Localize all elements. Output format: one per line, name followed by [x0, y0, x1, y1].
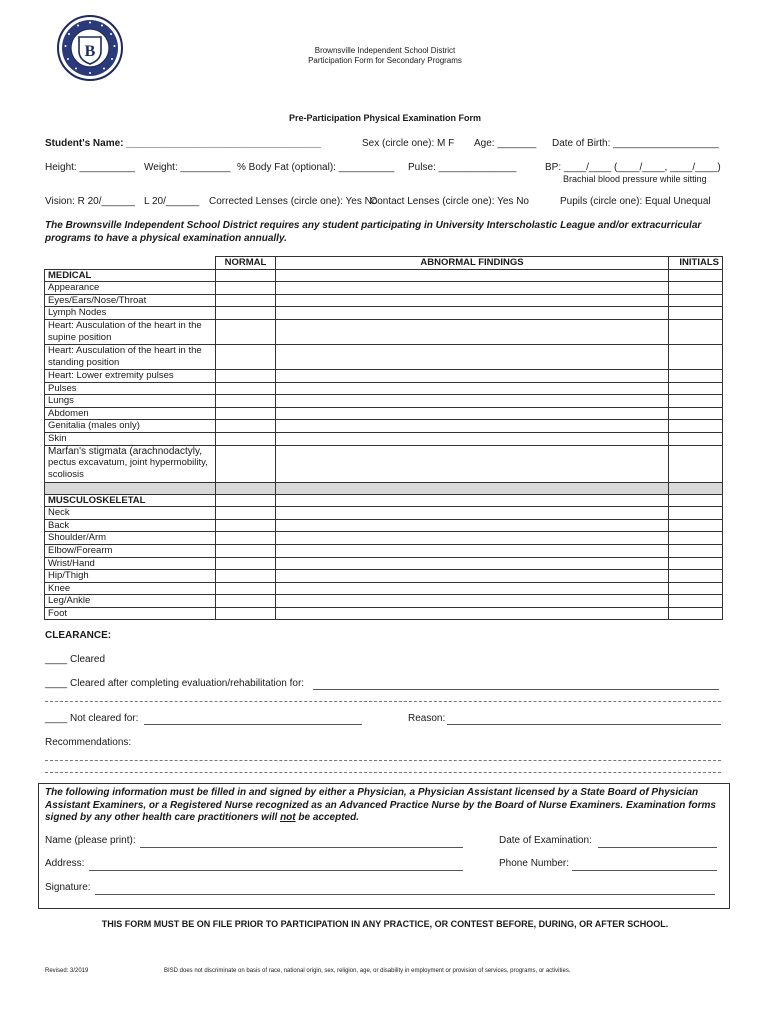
findings-cell[interactable]: [276, 445, 669, 482]
table-row: [45, 294, 723, 307]
examiner-signature-box: [38, 783, 730, 909]
exam-item-label: Foot: [45, 607, 216, 620]
section-row-musculoskeletal: [45, 494, 723, 507]
findings-cell[interactable]: [276, 382, 669, 395]
findings-cell[interactable]: [276, 595, 669, 608]
exam-item-label: Heart: Ausculation of the heart in the standing position: [45, 344, 216, 369]
recommendations-line-1[interactable]: [45, 760, 721, 761]
findings-cell[interactable]: [276, 607, 669, 620]
dob-field[interactable]: Date of Birth: ___________________: [552, 138, 719, 149]
marfan-title: Marfan's stigmata (arachnodactyly,: [48, 445, 203, 457]
normal-cell[interactable]: [216, 544, 276, 557]
pulse-field[interactable]: Pulse: ______________: [408, 162, 517, 173]
recommendations-label: Recommendations:: [45, 737, 132, 748]
exam-item-label: Back: [45, 519, 216, 532]
initials-cell[interactable]: [669, 432, 723, 445]
initials-cell[interactable]: [669, 369, 723, 382]
divider-cell: [669, 482, 723, 494]
findings-cell[interactable]: [276, 544, 669, 557]
initials-cell[interactable]: [669, 595, 723, 608]
nondiscrimination-statement: BISD does not discriminate on basis of race, national origin, sex, religion, age, or disability in employment or provision of services, programs, or activities.: [164, 968, 571, 974]
findings-cell[interactable]: [276, 582, 669, 595]
initials-cell[interactable]: [669, 282, 723, 295]
table-row: [45, 420, 723, 433]
reason-line[interactable]: [447, 724, 721, 725]
initials-cell[interactable]: [669, 532, 723, 545]
table-row: [45, 395, 723, 408]
exam-item-label: Lymph Nodes: [45, 307, 216, 320]
table-row: [45, 519, 723, 532]
exam-item-label: Leg/Ankle: [45, 595, 216, 608]
findings-cell[interactable]: [276, 407, 669, 420]
svg-text:B: B: [84, 43, 96, 60]
exam-item-label: Wrist/Hand: [45, 557, 216, 570]
normal-cell[interactable]: [216, 519, 276, 532]
header-abnormal-findings: ABNORMAL FINDINGS: [276, 257, 669, 270]
initials-cell[interactable]: [669, 269, 723, 282]
findings-cell[interactable]: [276, 519, 669, 532]
findings-cell[interactable]: [276, 282, 669, 295]
findings-cell[interactable]: [276, 307, 669, 320]
normal-cell[interactable]: [216, 395, 276, 408]
examiner-notice: [45, 787, 725, 825]
table-row: [45, 570, 723, 583]
findings-cell[interactable]: [276, 344, 669, 369]
table-row: [45, 582, 723, 595]
findings-cell[interactable]: [276, 532, 669, 545]
signature-line[interactable]: [95, 894, 715, 895]
pupils-field[interactable]: Pupils (circle one): Equal Unequal: [560, 196, 711, 207]
form-subtitle: Participation Form for Secondary Programs: [308, 56, 462, 65]
normal-cell[interactable]: [216, 369, 276, 382]
table-row: [45, 344, 723, 369]
section-title-musculoskeletal: MUSCULOSKELETAL: [45, 494, 216, 507]
findings-cell[interactable]: [276, 432, 669, 445]
findings-cell[interactable]: [276, 494, 669, 507]
findings-cell[interactable]: [276, 420, 669, 433]
initials-cell[interactable]: [669, 494, 723, 507]
revised-date: Revised: 3/2019: [45, 968, 89, 974]
table-row: [45, 532, 723, 545]
normal-cell[interactable]: [216, 582, 276, 595]
table-row: [45, 445, 723, 482]
initials-cell[interactable]: [669, 570, 723, 583]
contact-lenses-field[interactable]: Contact Lenses (circle one): Yes No: [370, 196, 529, 207]
cleared-option[interactable]: ____ Cleared: [45, 654, 106, 665]
section-row-medical: [45, 269, 723, 282]
findings-cell[interactable]: [276, 319, 669, 344]
table-row: [45, 595, 723, 608]
vision-right-field[interactable]: Vision: R 20/______: [45, 196, 135, 207]
signature-label: Signature:: [45, 882, 91, 893]
table-row: [45, 607, 723, 620]
height-field[interactable]: Height: __________: [45, 162, 136, 173]
initials-cell[interactable]: [669, 407, 723, 420]
findings-cell[interactable]: [276, 269, 669, 282]
address-label: Address:: [45, 858, 85, 869]
findings-cell[interactable]: [276, 570, 669, 583]
initials-cell[interactable]: [669, 307, 723, 320]
table-row: [45, 382, 723, 395]
normal-cell[interactable]: [216, 269, 276, 282]
initials-cell[interactable]: [669, 344, 723, 369]
findings-cell[interactable]: [276, 369, 669, 382]
normal-cell[interactable]: [216, 294, 276, 307]
requirement-notice: The Brownsville Independent School District requires any student participating in University Interscholastic League and/or extracurricular programs to have a physical examination annually.: [45, 220, 702, 244]
normal-cell[interactable]: [216, 595, 276, 608]
normal-cell[interactable]: [216, 557, 276, 570]
form-title: Pre-Participation Physical Examination Form: [288, 113, 482, 123]
table-row: [45, 557, 723, 570]
exam-item-label: [45, 445, 216, 482]
exam-item-label: Skin: [45, 432, 216, 445]
normal-cell[interactable]: [216, 607, 276, 620]
header-initials: INITIALS: [669, 257, 723, 270]
findings-cell[interactable]: [276, 294, 669, 307]
table-row: [45, 282, 723, 295]
examiner-name-label: Name (please print):: [45, 835, 136, 846]
initials-cell[interactable]: [669, 582, 723, 595]
normal-cell[interactable]: [216, 307, 276, 320]
not-cleared-option[interactable]: ____ Not cleared for:: [45, 713, 139, 724]
exam-item-label: Eyes/Ears/Nose/Throat: [45, 294, 216, 307]
initials-cell[interactable]: [669, 507, 723, 520]
initials-cell[interactable]: [669, 319, 723, 344]
exam-item-label: Knee: [45, 582, 216, 595]
table-header-row: [45, 257, 723, 270]
normal-cell[interactable]: [216, 532, 276, 545]
findings-cell[interactable]: [276, 395, 669, 408]
table-row: [45, 307, 723, 320]
exam-item-label: Neck: [45, 507, 216, 520]
normal-cell[interactable]: [216, 445, 276, 482]
divider-cell: [45, 482, 216, 494]
address-line[interactable]: [89, 870, 463, 871]
header-normal: NORMAL: [216, 257, 276, 270]
age-field[interactable]: Age: _______: [474, 138, 537, 149]
initials-cell[interactable]: [669, 382, 723, 395]
divider-cell: [216, 482, 276, 494]
recommendations-line-2[interactable]: [45, 772, 721, 773]
normal-cell[interactable]: [216, 494, 276, 507]
divider-cell: [276, 482, 669, 494]
cleared-after-option[interactable]: ____ Cleared after completing evaluation/rehabilitation for:: [45, 678, 305, 689]
table-row: [45, 432, 723, 445]
cleared-after-line[interactable]: [313, 689, 719, 690]
table-row: [45, 319, 723, 344]
notice-text-1: The following information must be filled in and signed by either a Physician, a Physician Assistant licensed by a State Board of Physician Assistant Examiners, or a Registered Nurse recognized as an Advanced Practice Nurse by the Board of Nurse Examiners. Examination forms signed by any other health care practitioners will: [45, 787, 716, 824]
normal-cell[interactable]: [216, 420, 276, 433]
exam-item-label: Pulses: [45, 382, 216, 395]
initials-cell[interactable]: [669, 420, 723, 433]
initials-cell[interactable]: [669, 607, 723, 620]
file-notice: THIS FORM MUST BE ON FILE PRIOR TO PARTICIPATION IN ANY PRACTICE, OR CONTEST BEFORE, DURING, OR AFTER SCHOOL.: [101, 919, 669, 929]
normal-cell[interactable]: [216, 344, 276, 369]
exam-item-label: Appearance: [45, 282, 216, 295]
findings-cell[interactable]: [276, 557, 669, 570]
corrected-lenses-field[interactable]: Corrected Lenses (circle one): Yes No: [209, 196, 378, 207]
exam-item-label: Genitalia (males only): [45, 420, 216, 433]
clearance-title: CLEARANCE:: [45, 630, 112, 641]
exam-item-label: Lungs: [45, 395, 216, 408]
vision-left-field[interactable]: L 20/______: [144, 196, 200, 207]
examiner-name-line[interactable]: [140, 847, 463, 848]
reason-label: Reason:: [408, 713, 446, 724]
sex-field[interactable]: Sex (circle one): M F: [362, 138, 455, 149]
exam-item-label: Elbow/Forearm: [45, 544, 216, 557]
table-row: [45, 407, 723, 420]
initials-cell[interactable]: [669, 544, 723, 557]
exam-item-label: Heart: Ausculation of the heart in the supine position: [45, 319, 216, 344]
initials-cell[interactable]: [669, 395, 723, 408]
initials-cell[interactable]: [669, 445, 723, 482]
normal-cell[interactable]: [216, 282, 276, 295]
exam-date-label: Date of Examination:: [499, 835, 592, 846]
body-fat-field[interactable]: % Body Fat (optional): __________: [237, 162, 395, 173]
table-row: [45, 369, 723, 382]
exam-item-label: Abdomen: [45, 407, 216, 420]
normal-cell[interactable]: [216, 507, 276, 520]
bp-note: Brachial blood pressure while sitting: [563, 174, 707, 184]
header-blank: [45, 257, 216, 270]
blood-pressure-field[interactable]: BP: ____/____ (____/____, ____/____): [545, 162, 721, 173]
normal-cell[interactable]: [216, 407, 276, 420]
table-row: [45, 544, 723, 557]
table-row: [45, 507, 723, 520]
student-name-field[interactable]: Student's Name: ___________________________________: [45, 138, 321, 149]
district-name: Brownsville Independent School District: [314, 46, 456, 55]
cleared-after-line-2[interactable]: [45, 701, 721, 702]
weight-field[interactable]: Weight: _________: [144, 162, 231, 173]
marfan-detail: pectus excavatum, joint hypermobility, scoliosis: [48, 457, 208, 481]
normal-cell[interactable]: [216, 319, 276, 344]
normal-cell[interactable]: [216, 382, 276, 395]
notice-not: not: [280, 812, 296, 824]
exam-item-label: Hip/Thigh: [45, 570, 216, 583]
not-cleared-line[interactable]: [144, 724, 362, 725]
notice-text-2: be accepted.: [295, 812, 359, 824]
findings-cell[interactable]: [276, 507, 669, 520]
initials-cell[interactable]: [669, 519, 723, 532]
normal-cell[interactable]: [216, 432, 276, 445]
exam-date-line[interactable]: [598, 847, 717, 848]
normal-cell[interactable]: [216, 570, 276, 583]
exam-table: [44, 256, 723, 620]
initials-cell[interactable]: [669, 294, 723, 307]
exam-item-label: Heart: Lower extremity pulses: [45, 369, 216, 382]
section-title-medical: MEDICAL: [45, 269, 216, 282]
phone-label: Phone Number:: [499, 858, 570, 869]
table-divider-row: [45, 482, 723, 494]
initials-cell[interactable]: [669, 557, 723, 570]
phone-line[interactable]: [572, 870, 717, 871]
exam-item-label: Shoulder/Arm: [45, 532, 216, 545]
